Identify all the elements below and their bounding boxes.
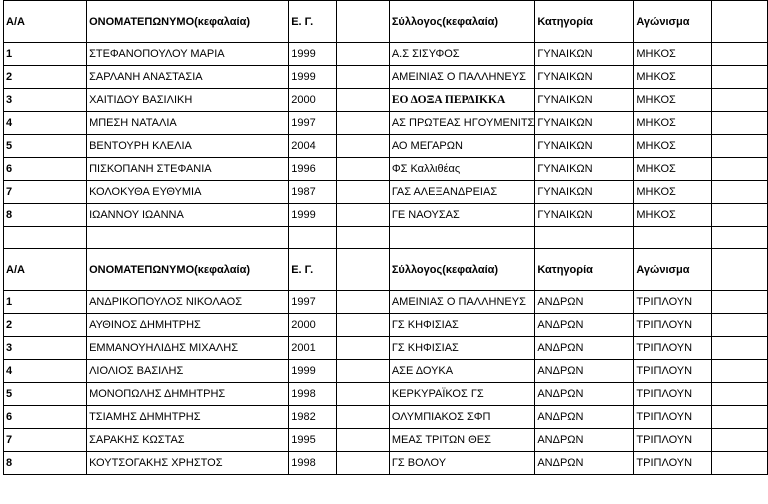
table-row [4,135,768,158]
table-row [4,452,768,475]
empty-cell [337,383,390,406]
table-row [4,383,768,406]
athlete-name: ΑΥΘΙΝΟΣ ΔΗΜΗΤΡΗΣ [87,314,289,337]
event: ΤΡΙΠΛΟΥΝ [634,429,712,452]
header-empty [337,249,390,291]
row-number: 1 [4,43,87,66]
event: ΜΗΚΟΣ [634,181,712,204]
birth-year: 1982 [289,406,337,429]
empty-cell [535,227,634,249]
table-row [4,429,768,452]
club-name: ΑΟ ΜΕΓΑΡΩΝ [389,135,535,158]
row-number: 4 [4,112,87,135]
extra-cell [712,383,768,406]
header-aa: Α/Α [4,249,87,291]
empty-cell [337,337,390,360]
empty-cell [337,181,390,204]
row-number: 2 [4,314,87,337]
category: ΑΝΔΡΩΝ [535,314,634,337]
empty-cell [337,43,390,66]
event: ΤΡΙΠΛΟΥΝ [634,406,712,429]
header-empty [337,1,390,43]
event: ΤΡΙΠΛΟΥΝ [634,314,712,337]
row-number: 3 [4,89,87,112]
extra-cell [712,360,768,383]
row-number: 8 [4,204,87,227]
table-row [4,89,768,112]
category: ΓΥΝΑΙΚΩΝ [535,204,634,227]
empty-cell [337,89,390,112]
header-event: Αγώνισμα [634,249,712,291]
category: ΑΝΔΡΩΝ [535,383,634,406]
category: ΓΥΝΑΙΚΩΝ [535,43,634,66]
birth-year: 1995 [289,429,337,452]
header-event: Αγώνισμα [634,1,712,43]
empty-cell [337,291,390,314]
club-name: ΑΣ ΠΡΩΤΕΑΣ ΗΓΟΥΜΕΝΙΤΣ [389,112,535,135]
athlete-name: ΑΝΔΡΙΚΟΠΟΥΛΟΣ ΝΙΚΟΛΑΟΣ [87,291,289,314]
extra-cell [712,291,768,314]
birth-year: 1987 [289,181,337,204]
empty-cell [87,227,289,249]
row-number: 8 [4,452,87,475]
athlete-name: ΒΕΝΤΟΥΡΗ ΚΛΕΛΙΑ [87,135,289,158]
birth-year: 1999 [289,66,337,89]
table-row [4,360,768,383]
category: ΑΝΔΡΩΝ [535,429,634,452]
women-header-row [4,1,768,43]
club-name: ΕΟ ΔΟΞΑ ΠΕΡΔΙΚΚΑ [389,89,535,112]
empty-cell [337,406,390,429]
table-row [4,112,768,135]
event: ΤΡΙΠΛΟΥΝ [634,452,712,475]
header-club: Σύλλογος(κεφαλαία) [389,1,535,43]
extra-cell [712,314,768,337]
men-header-row [4,249,768,291]
extra-cell [712,406,768,429]
table-row [4,337,768,360]
extra-cell [712,135,768,158]
empty-cell [337,112,390,135]
birth-year: 1999 [289,360,337,383]
blank-row [4,227,768,249]
table-row [4,66,768,89]
extra-cell [712,158,768,181]
row-number: 6 [4,406,87,429]
empty-cell [337,314,390,337]
row-number: 6 [4,158,87,181]
header-name: ΟΝΟΜΑΤΕΠΩΝΥΜΟ(κεφαλαία) [87,1,289,43]
extra-cell [712,66,768,89]
club-name: ΓΣ ΚΗΦΙΣΙΑΣ [389,314,535,337]
category: ΑΝΔΡΩΝ [535,291,634,314]
club-name: ΑΣΕ ΔΟΥΚΑ [389,360,535,383]
birth-year: 1996 [289,158,337,181]
athlete-name: ΣΑΡΑΚΗΣ ΚΩΣΤΑΣ [87,429,289,452]
club-name: ΓΑΣ ΑΛΕΞΑΝΔΡΕΙΑΣ [389,181,535,204]
athlete-name: ΛΙΟΛΙΟΣ ΒΑΣΙΛΗΣ [87,360,289,383]
birth-year: 1998 [289,383,337,406]
category: ΑΝΔΡΩΝ [535,406,634,429]
row-number: 2 [4,66,87,89]
athlete-name: ΣΤΕΦΑΝΟΠΟΥΛΟΥ ΜΑΡΙΑ [87,43,289,66]
club-name: ΓΕ ΝΑΟΥΣΑΣ [389,204,535,227]
birth-year: 1997 [289,112,337,135]
category: ΓΥΝΑΙΚΩΝ [535,112,634,135]
header-club: Σύλλογος(κεφαλαία) [389,249,535,291]
empty-cell [337,429,390,452]
event: ΜΗΚΟΣ [634,112,712,135]
birth-year: 2000 [289,314,337,337]
club-name: ΓΣ ΚΗΦΙΣΙΑΣ [389,337,535,360]
header-extra [712,1,768,43]
category: ΓΥΝΑΙΚΩΝ [535,181,634,204]
header-year: Ε. Γ. [289,1,337,43]
empty-cell [389,227,535,249]
category: ΓΥΝΑΙΚΩΝ [535,135,634,158]
birth-year: 1999 [289,43,337,66]
empty-cell [337,360,390,383]
category: ΑΝΔΡΩΝ [535,337,634,360]
club-name: ΜΕΑΣ ΤΡΙΤΩΝ ΘΕΣ [389,429,535,452]
table-row [4,181,768,204]
athlete-name: ΕΜΜΑΝΟΥΗΛΙΔΗΣ ΜΙΧΑΛΗΣ [87,337,289,360]
birth-year: 2001 [289,337,337,360]
category: ΑΝΔΡΩΝ [535,360,634,383]
club-name: ΚΕΡΚΥΡΑΪΚΟΣ ΓΣ [389,383,535,406]
extra-cell [712,112,768,135]
table-row [4,204,768,227]
event: ΤΡΙΠΛΟΥΝ [634,383,712,406]
athlete-name: ΜΠΕΣΗ ΝΑΤΑΛΙΑ [87,112,289,135]
empty-cell [337,66,390,89]
extra-cell [712,337,768,360]
row-number: 5 [4,383,87,406]
event: ΜΗΚΟΣ [634,135,712,158]
header-extra [712,249,768,291]
empty-cell [337,135,390,158]
club-name: ΓΣ ΒΟΛΟΥ [389,452,535,475]
event: ΤΡΙΠΛΟΥΝ [634,337,712,360]
birth-year: 1997 [289,291,337,314]
header-name: ΟΝΟΜΑΤΕΠΩΝΥΜΟ(κεφαλαία) [87,249,289,291]
category: ΓΥΝΑΙΚΩΝ [535,158,634,181]
empty-cell [337,452,390,475]
event: ΤΡΙΠΛΟΥΝ [634,360,712,383]
event: ΜΗΚΟΣ [634,204,712,227]
club-name: Α.Σ ΣΙΣΥΦΟΣ [389,43,535,66]
extra-cell [712,204,768,227]
category: ΓΥΝΑΙΚΩΝ [535,66,634,89]
extra-cell [712,452,768,475]
club-name: ΑΜΕΙΝΙΑΣ Ο ΠΑΛΛΗΝΕΥΣ [389,291,535,314]
event: ΤΡΙΠΛΟΥΝ [634,291,712,314]
event: ΜΗΚΟΣ [634,158,712,181]
club-name: ΑΜΕΙΝΙΑΣ Ο ΠΑΛΛΗΝΕΥΣ [389,66,535,89]
header-year: Ε. Γ. [289,249,337,291]
empty-cell [712,227,768,249]
event: ΜΗΚΟΣ [634,89,712,112]
extra-cell [712,181,768,204]
athlete-name: ΣΑΡΛΑΝΗ ΑΝΑΣΤΑΣΙΑ [87,66,289,89]
club-name: ΦΣ Καλλιθέας [389,158,535,181]
birth-year: 1999 [289,204,337,227]
row-number: 7 [4,181,87,204]
table-row [4,43,768,66]
row-number: 3 [4,337,87,360]
row-number: 4 [4,360,87,383]
athlete-name: ΜΟΝΟΠΩΛΗΣ ΔΗΜΗΤΡΗΣ [87,383,289,406]
category: ΓΥΝΑΙΚΩΝ [535,89,634,112]
event: ΜΗΚΟΣ [634,43,712,66]
event: ΜΗΚΟΣ [634,66,712,89]
birth-year: 1998 [289,452,337,475]
empty-cell [337,158,390,181]
athlete-name: ΠΙΣΚΟΠΑΝΗ ΣΤΕΦΑΝΙΑ [87,158,289,181]
table-row [4,291,768,314]
athlete-name: ΙΩΑΝΝΟΥ ΙΩΑΝΝΑ [87,204,289,227]
row-number: 1 [4,291,87,314]
header-category: Κατηγορία [535,249,634,291]
table-row [4,406,768,429]
club-name: ΟΛΥΜΠΙΑΚΟΣ ΣΦΠ [389,406,535,429]
category: ΑΝΔΡΩΝ [535,452,634,475]
empty-cell [4,227,87,249]
extra-cell [712,89,768,112]
athlete-name: ΚΟΥΤΣΟΓΑΚΗΣ ΧΡΗΣΤΟΣ [87,452,289,475]
birth-year: 2000 [289,89,337,112]
header-aa: Α/Α [4,1,87,43]
athlete-name: ΤΣΙΑΜΗΣ ΔΗΜΗΤΡΗΣ [87,406,289,429]
birth-year: 2004 [289,135,337,158]
athlete-name: ΧΑΙΤΙΔΟΥ ΒΑΣΙΛΙΚΗ [87,89,289,112]
empty-cell [337,227,390,249]
entries-table [3,0,768,475]
empty-cell [289,227,337,249]
row-number: 5 [4,135,87,158]
row-number: 7 [4,429,87,452]
empty-cell [337,204,390,227]
header-category: Κατηγορία [535,1,634,43]
extra-cell [712,43,768,66]
table-row [4,314,768,337]
athlete-name: ΚΟΛΟΚΥΘΑ ΕΥΘΥΜΙΑ [87,181,289,204]
empty-cell [634,227,712,249]
table-row [4,158,768,181]
extra-cell [712,429,768,452]
